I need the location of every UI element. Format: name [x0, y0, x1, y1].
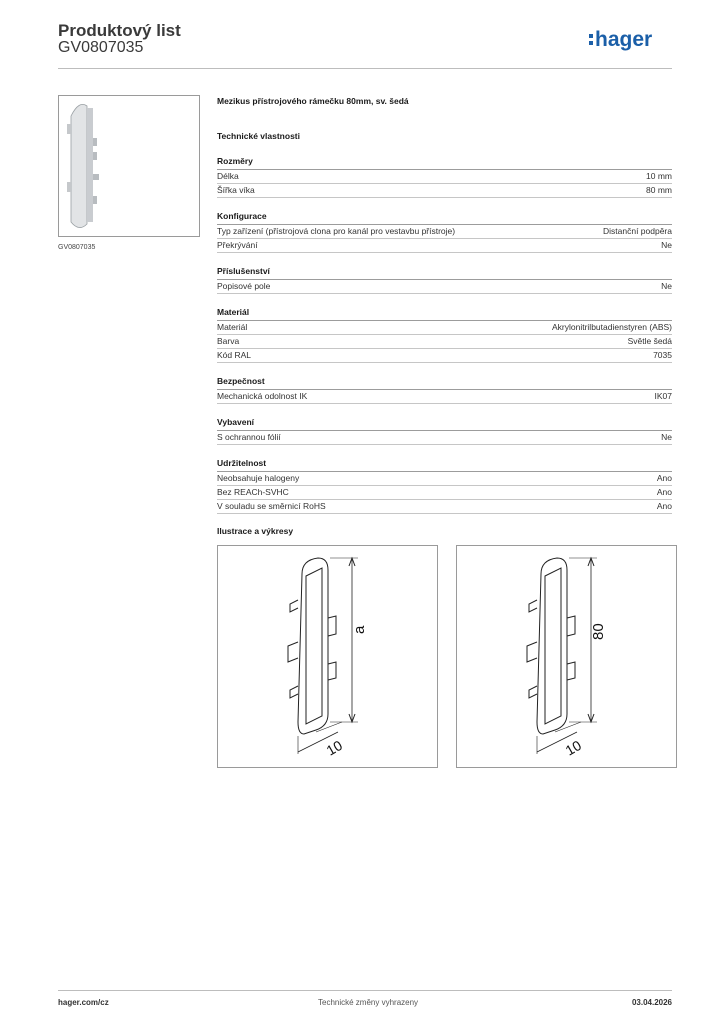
spec-section-title: Bezpečnost — [217, 376, 672, 390]
spec-label: Překrývání — [217, 240, 258, 250]
thumbnail-caption: GV0807035 — [58, 244, 96, 251]
footer-notice: Technické změny vyhrazeny — [318, 998, 419, 1007]
product-photo — [59, 96, 199, 236]
drawing-b-depth-label: 10 — [562, 736, 584, 759]
spec-section — [217, 445, 672, 514]
spec-row — [217, 335, 672, 349]
technical-drawing-a — [217, 545, 438, 768]
spec-label: Typ zařízení (přístrojová clona pro kanál pro vestavbu přístroje) — [217, 226, 456, 236]
drawing-a-svg — [218, 546, 437, 767]
footer-website: hager.com/cz — [58, 998, 109, 1007]
header-divider — [58, 68, 672, 69]
spec-label: Neobsahuje halogeny — [217, 473, 300, 483]
spec-section-title: Příslušenství — [217, 266, 672, 280]
section-spacer — [217, 404, 672, 417]
spec-row — [217, 225, 672, 239]
spec-label: S ochrannou fólií — [217, 432, 281, 442]
section-spacer — [217, 445, 672, 458]
spec-section-title: Udržitelnost — [217, 458, 672, 472]
spec-row — [217, 349, 672, 363]
product-description: Mezikus přístrojového rámečku 80mm, sv. šedá — [217, 96, 409, 106]
product-thumbnail — [58, 95, 200, 237]
specifications-table — [217, 156, 672, 514]
illustrations-title: Ilustrace a výkresy — [217, 526, 294, 536]
spec-section — [217, 253, 672, 294]
spec-label: Materiál — [217, 322, 248, 332]
product-code-heading: GV0807035 — [58, 39, 144, 56]
spec-value: Ano — [656, 487, 672, 497]
hager-logo — [589, 27, 675, 53]
spec-section-title: Konfigurace — [217, 211, 672, 225]
spec-row — [217, 239, 672, 253]
spec-section — [217, 363, 672, 404]
spec-row — [217, 170, 672, 184]
document-title: Produktový list — [58, 21, 181, 40]
spec-row — [217, 431, 672, 445]
spec-value: 80 mm — [646, 185, 672, 195]
spec-section-title: Rozměry — [217, 156, 672, 170]
spec-value: Distanční podpěra — [603, 226, 672, 236]
logo-text: hager — [595, 28, 653, 51]
spec-row — [217, 390, 672, 404]
spec-section-title: Materiál — [217, 307, 672, 321]
footer-date: 03.04.2026 — [631, 998, 672, 1007]
spec-section-title: Vybavení — [217, 417, 672, 431]
spec-value: Světle šedá — [627, 336, 672, 346]
spec-section — [217, 156, 672, 198]
footer-divider — [58, 990, 672, 991]
section-spacer — [217, 253, 672, 266]
section-spacer — [217, 198, 672, 211]
spec-label: Popisové pole — [217, 281, 271, 291]
spec-value: 10 mm — [646, 171, 672, 181]
spec-section — [217, 198, 672, 253]
spec-value: Ne — [661, 240, 672, 250]
spec-value: IK07 — [654, 391, 672, 401]
spec-label: Kód RAL — [217, 350, 252, 360]
spec-value: Ne — [661, 432, 672, 442]
drawing-b-svg — [457, 546, 676, 767]
spec-row — [217, 486, 672, 500]
drawing-b-length-label: 80 — [590, 623, 607, 640]
spec-row — [217, 321, 672, 335]
spec-value: Ano — [656, 501, 672, 511]
technical-drawing-b — [456, 545, 677, 768]
spec-label: Délka — [217, 171, 239, 181]
spec-row — [217, 184, 672, 198]
spec-value: 7035 — [653, 350, 672, 360]
spec-label: Mechanická odolnost IK — [217, 391, 308, 401]
technical-properties-title: Technické vlastnosti — [217, 131, 300, 141]
spec-label: Šířka víka — [217, 185, 255, 195]
spec-value: Ne — [661, 281, 672, 291]
drawing-a-length-label: a — [351, 625, 368, 634]
spec-section — [217, 294, 672, 363]
spec-value: Ano — [656, 473, 672, 483]
logo-dot-top — [589, 34, 593, 38]
spec-label: Bez REACh-SVHC — [217, 487, 289, 497]
spec-label: V souladu se směrnicí RoHS — [217, 501, 326, 511]
spec-label: Barva — [217, 336, 240, 346]
spec-row — [217, 500, 672, 514]
drawing-a-depth-label: 10 — [323, 736, 345, 759]
spec-row — [217, 280, 672, 294]
spec-value: Akrylonitrilbutadienstyren (ABS) — [552, 322, 672, 332]
section-spacer — [217, 363, 672, 376]
spec-section — [217, 404, 672, 445]
spec-row — [217, 472, 672, 486]
section-spacer — [217, 294, 672, 307]
logo-dot-bottom — [589, 41, 593, 45]
